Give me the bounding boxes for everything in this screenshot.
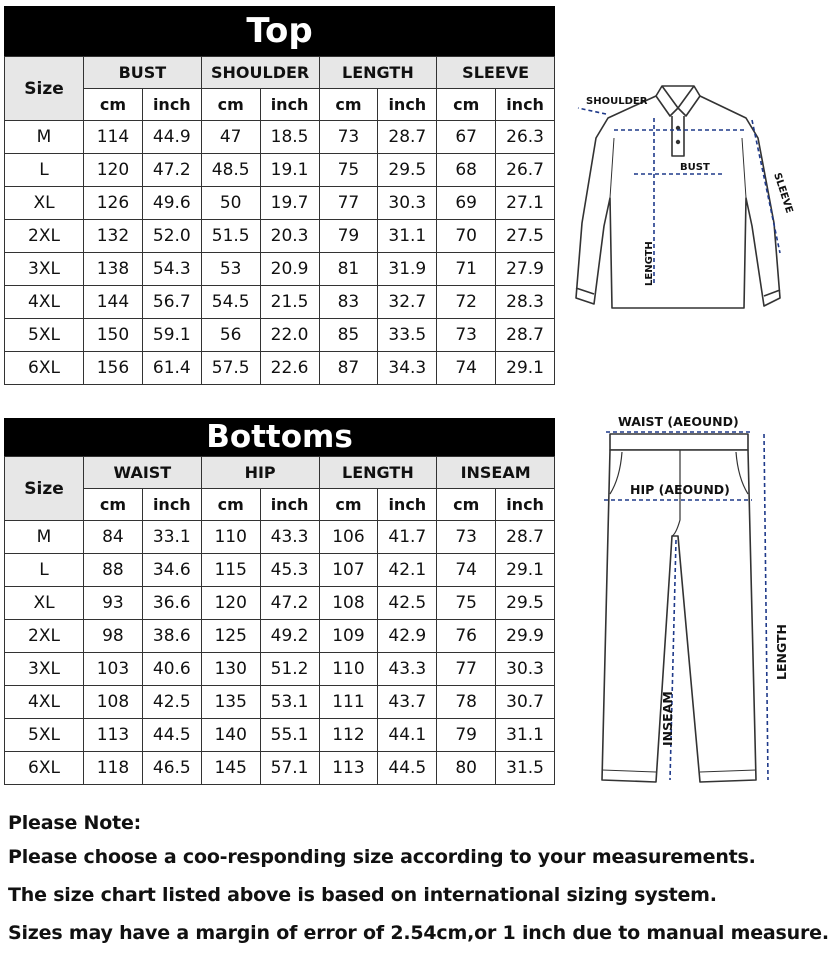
value-cell: 48.5 [201, 154, 260, 187]
value-cell: 30.3 [378, 187, 437, 220]
value-cell: 156 [84, 352, 143, 385]
value-cell: 45.3 [260, 554, 319, 587]
value-cell: 53.1 [260, 686, 319, 719]
unit-header: inch [142, 489, 201, 521]
pants-diagram [596, 408, 796, 798]
value-cell: 44.5 [378, 752, 437, 785]
table-row [5, 286, 555, 319]
value-cell: 32.7 [378, 286, 437, 319]
value-cell: 125 [201, 620, 260, 653]
value-cell: 110 [201, 521, 260, 554]
group-header-sleeve: SLEEVE [437, 57, 555, 89]
value-cell: 27.9 [496, 253, 555, 286]
value-cell: 76 [437, 620, 496, 653]
table-row [5, 719, 555, 752]
unit-header: inch [142, 89, 201, 121]
value-cell: 80 [437, 752, 496, 785]
value-cell: 120 [84, 154, 143, 187]
unit-header: cm [319, 489, 378, 521]
value-cell: 38.6 [142, 620, 201, 653]
value-cell: 31.9 [378, 253, 437, 286]
size-cell: 2XL [5, 220, 84, 253]
pants-icon [596, 408, 796, 798]
table-row [5, 352, 555, 385]
size-cell: 6XL [5, 752, 84, 785]
value-cell: 29.5 [496, 587, 555, 620]
value-cell: 42.1 [378, 554, 437, 587]
size-cell: 6XL [5, 352, 84, 385]
value-cell: 111 [319, 686, 378, 719]
value-cell: 54.3 [142, 253, 201, 286]
unit-header: cm [201, 489, 260, 521]
value-cell: 22.0 [260, 319, 319, 352]
value-cell: 43.7 [378, 686, 437, 719]
value-cell: 36.6 [142, 587, 201, 620]
top-table-title: Top [4, 6, 555, 56]
value-cell: 79 [437, 719, 496, 752]
unit-header: cm [201, 89, 260, 121]
value-cell: 68 [437, 154, 496, 187]
value-cell: 52.0 [142, 220, 201, 253]
table-row [5, 220, 555, 253]
value-cell: 51.2 [260, 653, 319, 686]
value-cell: 51.5 [201, 220, 260, 253]
top-size-table [4, 6, 555, 385]
note-line: Please choose a coo-responding size according to your measurements. [8, 846, 756, 868]
value-cell: 126 [84, 187, 143, 220]
size-cell: XL [5, 587, 84, 620]
group-header-inseam: INSEAM [437, 457, 555, 489]
value-cell: 74 [437, 554, 496, 587]
value-cell: 74 [437, 352, 496, 385]
value-cell: 46.5 [142, 752, 201, 785]
value-cell: 33.5 [378, 319, 437, 352]
value-cell: 150 [84, 319, 143, 352]
value-cell: 20.9 [260, 253, 319, 286]
value-cell: 31.5 [496, 752, 555, 785]
hip-label: HIP (AEOUND) [630, 482, 730, 497]
value-cell: 53 [201, 253, 260, 286]
value-cell: 29.9 [496, 620, 555, 653]
value-cell: 106 [319, 521, 378, 554]
value-cell: 44.9 [142, 121, 201, 154]
value-cell: 118 [84, 752, 143, 785]
table-row [5, 620, 555, 653]
size-cell: M [5, 121, 84, 154]
value-cell: 30.3 [496, 653, 555, 686]
table-row [5, 253, 555, 286]
value-cell: 112 [319, 719, 378, 752]
size-column-header: Size [5, 57, 84, 121]
size-cell: 3XL [5, 653, 84, 686]
unit-header: inch [378, 489, 437, 521]
value-cell: 110 [319, 653, 378, 686]
size-cell: M [5, 521, 84, 554]
value-cell: 42.5 [378, 587, 437, 620]
inseam-label: INSEAM [660, 691, 675, 746]
shirt-diagram [568, 78, 795, 323]
group-header-bust: BUST [84, 57, 202, 89]
bottoms-size-table [4, 418, 555, 785]
notes-section [8, 808, 829, 952]
value-cell: 26.3 [496, 121, 555, 154]
shoulder-label: SHOULDER [586, 96, 648, 107]
size-cell: 4XL [5, 686, 84, 719]
value-cell: 61.4 [142, 352, 201, 385]
size-cell: 5XL [5, 319, 84, 352]
value-cell: 108 [319, 587, 378, 620]
value-cell: 103 [84, 653, 143, 686]
table-row [5, 653, 555, 686]
value-cell: 34.6 [142, 554, 201, 587]
value-cell: 21.5 [260, 286, 319, 319]
value-cell: 28.7 [378, 121, 437, 154]
value-cell: 29.1 [496, 554, 555, 587]
value-cell: 107 [319, 554, 378, 587]
note-line: The size chart listed above is based on international sizing system. [8, 884, 717, 906]
value-cell: 138 [84, 253, 143, 286]
value-cell: 55.1 [260, 719, 319, 752]
value-cell: 77 [319, 187, 378, 220]
value-cell: 98 [84, 620, 143, 653]
unit-header: inch [496, 89, 555, 121]
value-cell: 47 [201, 121, 260, 154]
value-cell: 31.1 [496, 719, 555, 752]
value-cell: 93 [84, 587, 143, 620]
unit-header: inch [378, 89, 437, 121]
unit-header: inch [496, 489, 555, 521]
value-cell: 44.1 [378, 719, 437, 752]
value-cell: 49.2 [260, 620, 319, 653]
value-cell: 28.7 [496, 319, 555, 352]
value-cell: 29.1 [496, 352, 555, 385]
value-cell: 120 [201, 587, 260, 620]
value-cell: 22.6 [260, 352, 319, 385]
value-cell: 145 [201, 752, 260, 785]
value-cell: 27.1 [496, 187, 555, 220]
value-cell: 43.3 [378, 653, 437, 686]
group-header-length: LENGTH [319, 457, 437, 489]
value-cell: 42.5 [142, 686, 201, 719]
top-table [4, 56, 555, 385]
table-row [5, 554, 555, 587]
value-cell: 81 [319, 253, 378, 286]
size-cell: XL [5, 187, 84, 220]
value-cell: 59.1 [142, 319, 201, 352]
length-label: LENGTH [644, 241, 655, 286]
value-cell: 69 [437, 187, 496, 220]
group-header-hip: HIP [201, 457, 319, 489]
size-column-header: Size [5, 457, 84, 521]
value-cell: 135 [201, 686, 260, 719]
value-cell: 50 [201, 187, 260, 220]
table-row [5, 686, 555, 719]
value-cell: 109 [319, 620, 378, 653]
size-cell: 4XL [5, 286, 84, 319]
value-cell: 19.7 [260, 187, 319, 220]
table-row [5, 521, 555, 554]
value-cell: 57.1 [260, 752, 319, 785]
value-cell: 34.3 [378, 352, 437, 385]
bust-label: BUST [680, 162, 710, 173]
value-cell: 26.7 [496, 154, 555, 187]
value-cell: 41.7 [378, 521, 437, 554]
size-cell: L [5, 554, 84, 587]
value-cell: 20.3 [260, 220, 319, 253]
value-cell: 67 [437, 121, 496, 154]
value-cell: 77 [437, 653, 496, 686]
value-cell: 132 [84, 220, 143, 253]
value-cell: 72 [437, 286, 496, 319]
value-cell: 19.1 [260, 154, 319, 187]
table-row [5, 587, 555, 620]
value-cell: 28.3 [496, 286, 555, 319]
value-cell: 30.7 [496, 686, 555, 719]
notes-title: Please Note: [8, 812, 142, 834]
value-cell: 88 [84, 554, 143, 587]
value-cell: 54.5 [201, 286, 260, 319]
value-cell: 75 [437, 587, 496, 620]
sleeve-label: SLEEVE [771, 171, 795, 215]
unit-header: inch [260, 89, 319, 121]
value-cell: 56.7 [142, 286, 201, 319]
value-cell: 28.7 [496, 521, 555, 554]
value-cell: 108 [84, 686, 143, 719]
group-header-waist: WAIST [84, 457, 202, 489]
value-cell: 29.5 [378, 154, 437, 187]
size-cell: 2XL [5, 620, 84, 653]
value-cell: 47.2 [260, 587, 319, 620]
table-row [5, 121, 555, 154]
value-cell: 18.5 [260, 121, 319, 154]
table-row [5, 752, 555, 785]
shirt-icon [568, 78, 795, 323]
note-line: Sizes may have a margin of error of 2.54cm,or 1 inch due to manual measure. [8, 922, 829, 944]
table-row [5, 187, 555, 220]
value-cell: 114 [84, 121, 143, 154]
unit-header: cm [319, 89, 378, 121]
group-header-shoulder: SHOULDER [201, 57, 319, 89]
value-cell: 130 [201, 653, 260, 686]
bottoms-table-title: Bottoms [4, 418, 555, 456]
value-cell: 87 [319, 352, 378, 385]
length-label: LENGTH [774, 624, 789, 680]
value-cell: 73 [437, 319, 496, 352]
value-cell: 27.5 [496, 220, 555, 253]
value-cell: 73 [319, 121, 378, 154]
value-cell: 31.1 [378, 220, 437, 253]
unit-header: cm [84, 89, 143, 121]
table-row [5, 319, 555, 352]
value-cell: 33.1 [142, 521, 201, 554]
value-cell: 85 [319, 319, 378, 352]
unit-header: inch [260, 489, 319, 521]
waist-label: WAIST (AEOUND) [618, 414, 739, 429]
value-cell: 42.9 [378, 620, 437, 653]
size-cell: 5XL [5, 719, 84, 752]
value-cell: 144 [84, 286, 143, 319]
value-cell: 57.5 [201, 352, 260, 385]
value-cell: 113 [319, 752, 378, 785]
size-cell: L [5, 154, 84, 187]
value-cell: 43.3 [260, 521, 319, 554]
value-cell: 71 [437, 253, 496, 286]
value-cell: 83 [319, 286, 378, 319]
group-header-length: LENGTH [319, 57, 437, 89]
value-cell: 49.6 [142, 187, 201, 220]
bottoms-table [4, 456, 555, 785]
value-cell: 75 [319, 154, 378, 187]
table-row [5, 154, 555, 187]
value-cell: 56 [201, 319, 260, 352]
value-cell: 40.6 [142, 653, 201, 686]
value-cell: 84 [84, 521, 143, 554]
value-cell: 73 [437, 521, 496, 554]
value-cell: 44.5 [142, 719, 201, 752]
size-cell: 3XL [5, 253, 84, 286]
value-cell: 78 [437, 686, 496, 719]
value-cell: 140 [201, 719, 260, 752]
value-cell: 115 [201, 554, 260, 587]
value-cell: 113 [84, 719, 143, 752]
unit-header: cm [84, 489, 143, 521]
value-cell: 79 [319, 220, 378, 253]
unit-header: cm [437, 489, 496, 521]
value-cell: 70 [437, 220, 496, 253]
unit-header: cm [437, 89, 496, 121]
value-cell: 47.2 [142, 154, 201, 187]
